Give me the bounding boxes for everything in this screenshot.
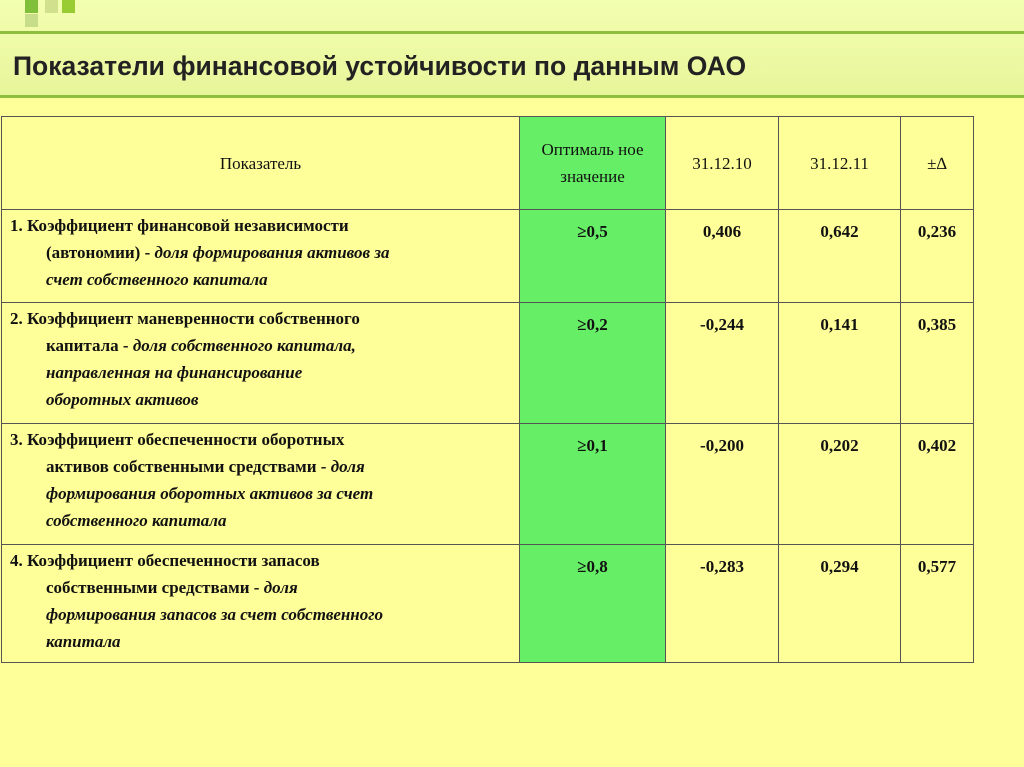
optimal-value: ≥0,1 bbox=[520, 424, 666, 545]
header-delta: ±∆ bbox=[901, 117, 974, 210]
indicator-description: оборотных активов bbox=[46, 390, 199, 409]
value-delta: 0,385 bbox=[901, 303, 974, 424]
value-2010: 0,406 bbox=[666, 210, 779, 303]
optimal-value: ≥0,8 bbox=[520, 545, 666, 663]
header-indicator: Показатель bbox=[2, 117, 520, 210]
title-rule-top bbox=[0, 31, 1024, 34]
table-row bbox=[2, 545, 974, 663]
indicator-description: счет собственного капитала bbox=[46, 270, 268, 289]
indicator-description: доля bbox=[330, 457, 365, 476]
indicator-cell bbox=[2, 210, 520, 303]
indicator-name: капитала bbox=[46, 336, 119, 355]
indicator-name: 1. Коэффициент финансовой независимости bbox=[10, 216, 349, 235]
indicator-description: доля формирования активов за bbox=[154, 243, 390, 262]
separator: - bbox=[140, 243, 155, 262]
decor-square bbox=[45, 0, 58, 13]
value-2011: 0,294 bbox=[779, 545, 901, 663]
decor-square bbox=[25, 14, 38, 27]
value-delta: 0,577 bbox=[901, 545, 974, 663]
value-delta: 0,402 bbox=[901, 424, 974, 545]
indicator-description: формирования запасов за счет собственного bbox=[46, 605, 384, 624]
title-band bbox=[0, 0, 1024, 97]
separator: - bbox=[249, 578, 264, 597]
header-optimal: Оптималь ное значение bbox=[520, 117, 666, 210]
indicator-description: доля bbox=[263, 578, 298, 597]
indicator-description: направленная на финансирование bbox=[46, 363, 303, 382]
header-date-2010: 31.12.10 bbox=[666, 117, 779, 210]
separator: - bbox=[118, 336, 133, 355]
value-delta: 0,236 bbox=[901, 210, 974, 303]
indicator-name: 4. Коэффициент обеспеченности запасов bbox=[10, 551, 320, 570]
indicator-cell bbox=[2, 424, 520, 545]
indicator-description: капитала bbox=[46, 632, 121, 651]
indicator-cell bbox=[2, 303, 520, 424]
table-row bbox=[2, 303, 974, 424]
value-2010: -0,200 bbox=[666, 424, 779, 545]
indicator-description: формирования оборотных активов за счет bbox=[46, 484, 374, 503]
indicator-name: 3. Коэффициент обеспеченности оборотных bbox=[10, 430, 345, 449]
title-rule-bottom bbox=[0, 95, 1024, 98]
header-date-2011: 31.12.11 bbox=[779, 117, 901, 210]
indicators-table bbox=[1, 116, 974, 663]
optimal-value: ≥0,5 bbox=[520, 210, 666, 303]
table-header-row bbox=[2, 117, 974, 210]
indicator-description: собственного капитала bbox=[46, 511, 227, 530]
indicator-name: собственными средствами bbox=[46, 578, 250, 597]
value-2011: 0,141 bbox=[779, 303, 901, 424]
indicator-name: 2. Коэффициент маневренности собственного bbox=[10, 309, 360, 328]
indicator-name: активов собственными средствами bbox=[46, 457, 317, 476]
optimal-value: ≥0,2 bbox=[520, 303, 666, 424]
value-2010: -0,244 bbox=[666, 303, 779, 424]
table-row bbox=[2, 424, 974, 545]
decor-square bbox=[62, 0, 75, 13]
table-row bbox=[2, 210, 974, 303]
indicator-description: доля собственного капитала, bbox=[132, 336, 356, 355]
value-2010: -0,283 bbox=[666, 545, 779, 663]
decor-square bbox=[25, 0, 38, 13]
value-2011: 0,642 bbox=[779, 210, 901, 303]
slide-title: Показатели финансовой устойчивости по данным ОАО bbox=[13, 51, 747, 81]
indicator-cell bbox=[2, 545, 520, 663]
value-2011: 0,202 bbox=[779, 424, 901, 545]
separator: - bbox=[316, 457, 331, 476]
indicator-name: (автономии) bbox=[46, 243, 141, 262]
